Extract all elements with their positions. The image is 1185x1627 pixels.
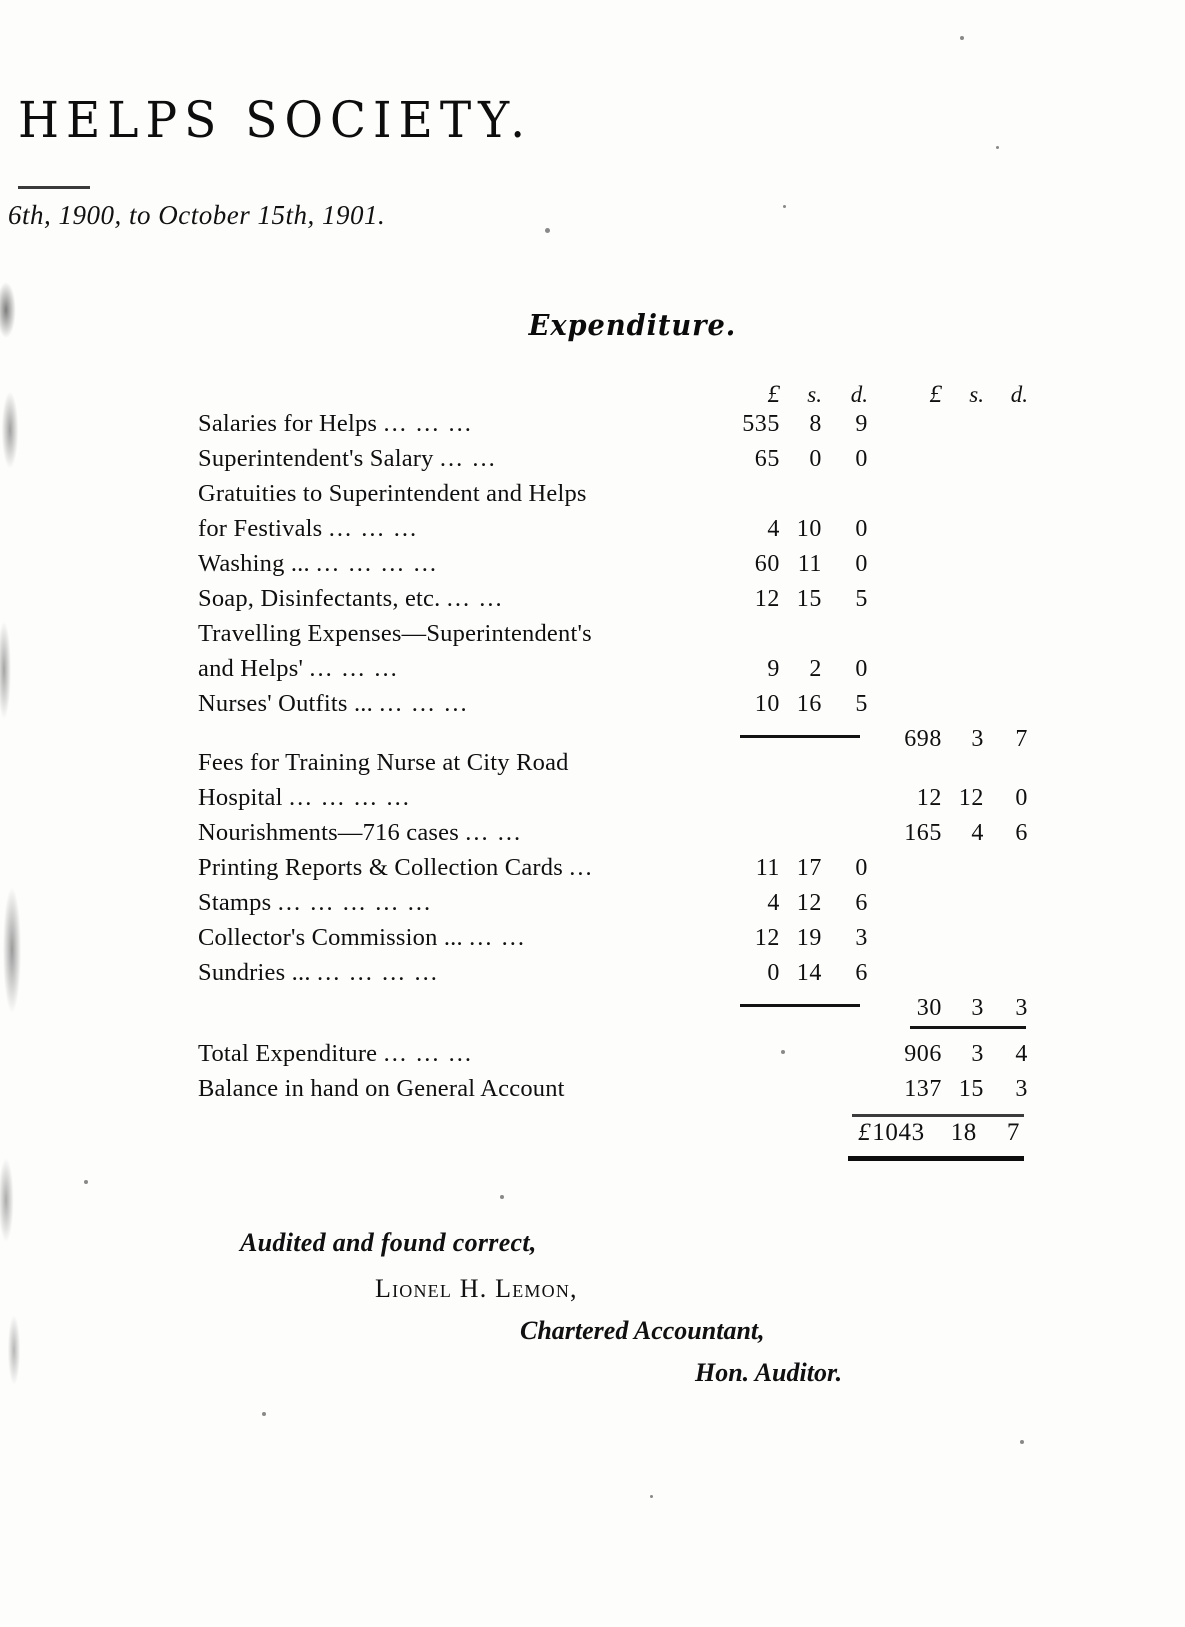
row-pence: 9 <box>855 411 868 437</box>
row-shillings: 16 <box>796 691 822 717</box>
row-pence: 6 <box>855 960 868 986</box>
row-pounds: 4 <box>767 890 780 916</box>
column-header-pounds-1: £ <box>767 381 780 408</box>
row-shillings: 11 <box>797 551 822 577</box>
column-header-shillings-1: s. <box>807 382 822 407</box>
row-pence: 3 <box>855 925 868 951</box>
grand-total-pence: 7 <box>1006 1119 1020 1146</box>
total-rule-row <box>198 1020 1028 1042</box>
column-header-pence-1: d. <box>850 382 868 407</box>
grand-total-amount <box>858 1120 1020 1145</box>
leader-dots: ... ... ... ... <box>316 550 439 577</box>
table-row <box>198 622 1028 657</box>
row-pence: 0 <box>855 855 868 881</box>
row-shillings: 0 <box>809 446 822 472</box>
masthead-divider <box>18 186 90 189</box>
row-label-text: Collector's Commission ... <box>198 924 463 951</box>
subtotal-pounds: 698 <box>904 726 942 752</box>
row-shillings: 4 <box>971 820 984 846</box>
balance-pounds: 137 <box>904 1076 942 1102</box>
row-label-text: Hospital <box>198 784 283 811</box>
row-label <box>198 751 718 786</box>
row-label <box>198 482 718 517</box>
grand-total-row <box>198 1112 1028 1164</box>
row-pence: 0 <box>855 446 868 472</box>
section-heading-label: Expenditure. <box>528 308 737 342</box>
table-row <box>198 482 1028 517</box>
total-pence: 4 <box>1015 1041 1028 1067</box>
leader-dots: ... ... ... <box>309 655 399 682</box>
scan-speck <box>1020 1440 1024 1444</box>
scan-speck <box>960 36 964 40</box>
row-label-text: Fees for Training Nurse at City Road <box>198 749 569 776</box>
row-label <box>198 821 718 856</box>
scan-speck <box>545 228 550 233</box>
leader-dots: ... ... <box>465 819 523 846</box>
row-label <box>198 1042 718 1077</box>
leader-dots: ... ... ... <box>383 410 473 437</box>
table-row <box>198 856 1028 891</box>
row-pence: 5 <box>855 586 868 612</box>
grand-total-pound-sign: £ <box>858 1119 872 1146</box>
audit-block <box>240 1228 940 1388</box>
row-label-text: Nurses' Outfits ... <box>198 690 373 717</box>
row-pounds: 12 <box>916 785 942 811</box>
row-label <box>198 447 718 482</box>
subtotal-row <box>198 727 1028 751</box>
row-label <box>198 926 718 961</box>
row-shillings: 12 <box>958 785 984 811</box>
row-label <box>198 961 718 996</box>
subtotal-row <box>198 996 1028 1020</box>
leader-dots: ... ... ... <box>379 690 469 717</box>
auditor-role: Hon. Auditor. <box>695 1358 843 1387</box>
row-pence: 0 <box>855 516 868 542</box>
row-label-text: Balance in hand on General Account <box>198 1075 565 1102</box>
grand-total-rule-bottom <box>848 1156 1024 1161</box>
leader-dots: ... <box>569 854 594 881</box>
balance-shillings: 15 <box>958 1076 984 1102</box>
row-label <box>198 891 718 926</box>
binding-edge-bleed <box>0 250 26 1430</box>
table-row <box>198 412 1028 447</box>
row-pence: 5 <box>855 691 868 717</box>
column-header-pounds-2: £ <box>929 381 942 408</box>
audit-statement: Audited and found correct, <box>240 1228 537 1257</box>
row-label <box>198 622 718 657</box>
row-pounds: 165 <box>904 820 942 846</box>
row-label-text: Soap, Disinfectants, etc. <box>198 585 441 612</box>
scan-speck <box>650 1495 653 1498</box>
row-pence: 6 <box>1015 820 1028 846</box>
total-rule <box>910 1026 1026 1029</box>
leader-dots: ... ... <box>446 585 504 612</box>
ledger-table <box>198 382 1028 1164</box>
subtotal-rule-container <box>718 727 868 751</box>
row-shillings: 19 <box>796 925 822 951</box>
leader-dots: ... ... ... ... <box>316 959 439 986</box>
row-shillings: 2 <box>809 656 822 682</box>
row-label-text: Total Expenditure <box>198 1040 378 1067</box>
leader-dots: ... ... ... <box>328 515 419 542</box>
subtotal-rule-container <box>718 996 868 1020</box>
subtotal-shillings: 3 <box>971 726 984 752</box>
row-pounds: 60 <box>754 551 780 577</box>
row-label-text: Stamps <box>198 889 272 916</box>
leader-dots: ... ... <box>439 445 497 472</box>
leader-dots: ... ... ... ... ... <box>277 889 433 916</box>
scan-speck <box>500 1195 504 1199</box>
table-row-continuation <box>198 786 1028 821</box>
subtotal-rule <box>740 1004 860 1007</box>
row-shillings: 8 <box>809 411 822 437</box>
masthead <box>18 92 1018 150</box>
table-row <box>198 751 1028 786</box>
total-rule-container <box>868 1020 1028 1042</box>
row-pence: 6 <box>855 890 868 916</box>
subtotal-pence: 7 <box>1015 726 1028 752</box>
row-label <box>198 692 718 727</box>
row-label <box>198 856 718 891</box>
row-label-text: Superintendent's Salary <box>198 445 434 472</box>
row-shillings: 10 <box>796 516 822 542</box>
grand-total-rule-top <box>852 1114 1024 1117</box>
row-pounds: 10 <box>754 691 780 717</box>
row-label-text: Sundries ... <box>198 959 311 986</box>
row-shillings: 17 <box>796 855 822 881</box>
row-label <box>198 786 718 821</box>
table-row <box>198 891 1028 926</box>
auditor-name: Lionel H. Lemon, <box>375 1274 578 1303</box>
row-label-text: for Festivals <box>198 515 323 542</box>
row-label-text: Printing Reports & Collection Cards <box>198 854 563 881</box>
table-row <box>198 926 1028 961</box>
row-pence: 0 <box>855 656 868 682</box>
row-label <box>198 1077 718 1112</box>
row-pounds: 9 <box>767 656 780 682</box>
leader-dots: ... ... ... <box>383 1040 473 1067</box>
row-shillings: 15 <box>796 586 822 612</box>
row-shillings: 12 <box>796 890 822 916</box>
row-label <box>198 517 718 552</box>
row-shillings: 14 <box>796 960 822 986</box>
row-pounds: 11 <box>755 855 780 881</box>
table-row <box>198 552 1028 587</box>
row-pence: 0 <box>855 551 868 577</box>
auditor-qualification: Chartered Accountant, <box>520 1316 765 1345</box>
row-label-text: Travelling Expenses—Superintendent's <box>198 620 592 647</box>
subtotal-shillings: 3 <box>971 995 984 1021</box>
row-pounds: 535 <box>742 411 780 437</box>
society-title: HELPS SOCIETY. <box>18 92 533 150</box>
table-row <box>198 821 1028 856</box>
total-expenditure-row <box>198 1042 1028 1077</box>
row-label-text: and Helps' <box>198 655 304 682</box>
scan-speck <box>262 1412 266 1416</box>
row-pounds: 0 <box>767 960 780 986</box>
column-header-shillings-2: s. <box>969 382 984 407</box>
expenditure-ledger <box>198 382 1028 1164</box>
grand-total-pounds: 1043 <box>872 1119 925 1146</box>
balance-row <box>198 1077 1028 1112</box>
row-label <box>198 657 718 692</box>
row-pounds: 65 <box>754 446 780 472</box>
scan-speck <box>84 1180 88 1184</box>
total-pounds: 906 <box>904 1041 942 1067</box>
subtotal-pence: 3 <box>1015 995 1028 1021</box>
scan-speck <box>783 205 786 208</box>
table-row <box>198 447 1028 482</box>
row-pounds: 4 <box>767 516 780 542</box>
grand-total-container <box>858 1112 1028 1164</box>
column-header-spacer <box>198 382 718 412</box>
row-label-text: Washing ... <box>198 550 310 577</box>
table-row <box>198 692 1028 727</box>
table-row-continuation <box>198 657 1028 692</box>
grand-total-shillings: 18 <box>950 1119 977 1146</box>
table-row <box>198 587 1028 622</box>
subtotal-pounds: 30 <box>916 995 942 1021</box>
column-header-pence-2: d. <box>1010 382 1028 407</box>
total-shillings: 3 <box>971 1041 984 1067</box>
column-header-row <box>198 382 1028 412</box>
row-label-text: Salaries for Helps <box>198 410 378 437</box>
leader-dots: ... ... <box>469 924 527 951</box>
leader-dots: ... ... ... ... <box>288 784 411 811</box>
section-heading <box>0 308 1185 342</box>
statement-period: 6th, 1900, to October 15th, 1901. <box>8 200 386 230</box>
row-label <box>198 587 718 622</box>
subtotal-rule <box>740 735 860 738</box>
row-label <box>198 412 718 447</box>
row-pounds: 12 <box>754 586 780 612</box>
balance-pence: 3 <box>1015 1076 1028 1102</box>
table-row <box>198 961 1028 996</box>
row-label-text: Nourishments—716 cases <box>198 819 459 846</box>
table-row-continuation <box>198 517 1028 552</box>
row-label-text: Gratuities to Superintendent and Helps <box>198 480 587 507</box>
row-label <box>198 552 718 587</box>
row-pounds: 12 <box>754 925 780 951</box>
row-pence: 0 <box>1015 785 1028 811</box>
